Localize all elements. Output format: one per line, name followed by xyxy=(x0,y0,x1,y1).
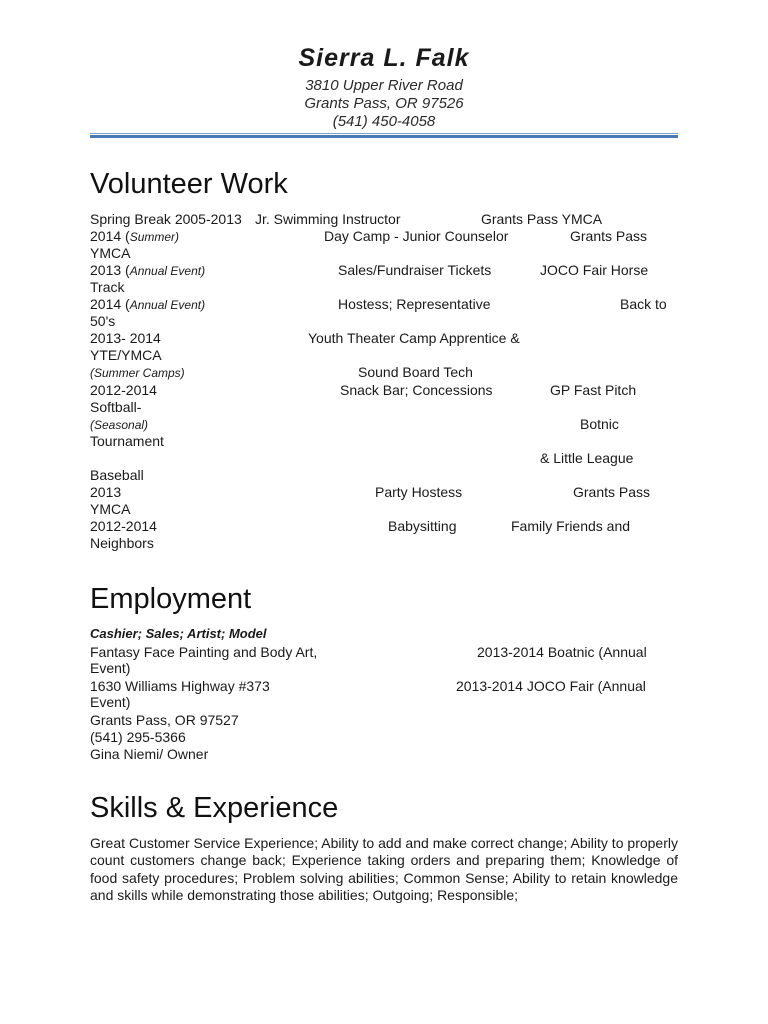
employment-role: Cashier; Sales; Artist; Model xyxy=(90,626,267,641)
volunteer-role: Sales/Fundraiser Tickets xyxy=(338,262,492,278)
employer-city: Grants Pass, OR 97527 xyxy=(90,712,239,728)
header-divider-thin xyxy=(90,133,678,134)
volunteer-date-note: Annual Event) xyxy=(129,264,206,278)
volunteer-org: Grants Pass xyxy=(573,484,651,500)
volunteer-date: Spring Break 2005-2013 xyxy=(90,211,242,227)
volunteer-date-note: Annual Event) xyxy=(129,298,206,312)
header-phone: (541) 450-4058 xyxy=(332,113,436,130)
volunteer-org-wrap: Track xyxy=(90,279,125,295)
volunteer-org: GP Fast Pitch xyxy=(550,382,637,398)
volunteer-date: 2014 (Summer) xyxy=(90,228,180,244)
applicant-name: Sierra L. Falk xyxy=(298,44,470,72)
volunteer-org: Back to xyxy=(620,296,667,312)
volunteer-section-title: Volunteer Work xyxy=(90,168,288,200)
employment-event-wrap: Event) xyxy=(90,660,131,676)
address-line-2: Grants Pass, OR 97526 xyxy=(304,95,464,112)
volunteer-role: Jr. Swimming Instructor xyxy=(255,211,401,227)
volunteer-org-wrap: Tournament xyxy=(90,433,164,449)
volunteer-org-wrap: Softball- xyxy=(90,399,142,415)
skills-paragraph: Great Customer Service Experience; Ability to add and make correct change; Ability to properly count customers change back; Experience taking orders and preparing them; Knowledge of food safety procedures; Problem solving abilities; Common Sense; Ability to retain knowledge and skills while demonstrating those abilities; Outgoing; Responsible; xyxy=(90,835,678,903)
volunteer-date-note: Summer) xyxy=(129,230,180,244)
volunteer-date-note: (Summer Camps) xyxy=(90,366,185,380)
header-divider-thick xyxy=(90,135,678,138)
volunteer-date: 2014 (Annual Event) xyxy=(90,296,206,312)
volunteer-role: Snack Bar; Concessions xyxy=(340,382,493,398)
volunteer-org-wrap: YTE/YMCA xyxy=(90,347,162,363)
volunteer-org: JOCO Fair Horse xyxy=(540,262,649,278)
volunteer-role: Babysitting xyxy=(388,518,457,534)
volunteer-org-wrap: YMCA xyxy=(90,245,131,261)
volunteer-date: 2013- 2014 xyxy=(90,330,161,346)
employment-event: 2013-2014 JOCO Fair (Annual xyxy=(456,678,646,694)
volunteer-org-wrap: Baseball xyxy=(90,467,144,483)
volunteer-org-wrap: 50's xyxy=(90,313,116,329)
volunteer-org-wrap: YMCA xyxy=(90,501,131,517)
employment-event-wrap: Event) xyxy=(90,694,131,710)
volunteer-role: Youth Theater Camp Apprentice & xyxy=(308,330,520,346)
skills-section-title: Skills & Experience xyxy=(90,792,339,824)
volunteer-date: 2012-2014 xyxy=(90,518,157,534)
volunteer-org: Botnic xyxy=(580,416,619,432)
volunteer-role: Hostess; Representative xyxy=(338,296,491,312)
address-line-1: 3810 Upper River Road xyxy=(305,77,463,94)
volunteer-org: Family Friends and xyxy=(511,518,631,534)
volunteer-date-note: (Seasonal) xyxy=(90,418,149,432)
volunteer-org: & Little League xyxy=(540,450,634,466)
employer-phone: (541) 295-5366 xyxy=(90,729,186,745)
volunteer-role: Day Camp - Junior Counselor xyxy=(324,228,509,244)
employment-event: 2013-2014 Boatnic (Annual xyxy=(477,644,647,660)
employment-section-title: Employment xyxy=(90,583,252,615)
volunteer-date: 2013 xyxy=(90,484,122,500)
employer-contact: Gina Niemi/ Owner xyxy=(90,746,209,762)
volunteer-org: Grants Pass YMCA xyxy=(481,211,603,227)
volunteer-date: 2012-2014 xyxy=(90,382,157,398)
volunteer-role-wrap: Sound Board Tech xyxy=(358,364,473,380)
volunteer-role: Party Hostess xyxy=(375,484,463,500)
employer-street: 1630 Williams Highway #373 xyxy=(90,678,270,694)
employer-name: Fantasy Face Painting and Body Art, xyxy=(90,644,318,660)
volunteer-org: Grants Pass xyxy=(570,228,648,244)
volunteer-date: 2013 (Annual Event) xyxy=(90,262,206,278)
volunteer-org-wrap: Neighbors xyxy=(90,535,154,551)
